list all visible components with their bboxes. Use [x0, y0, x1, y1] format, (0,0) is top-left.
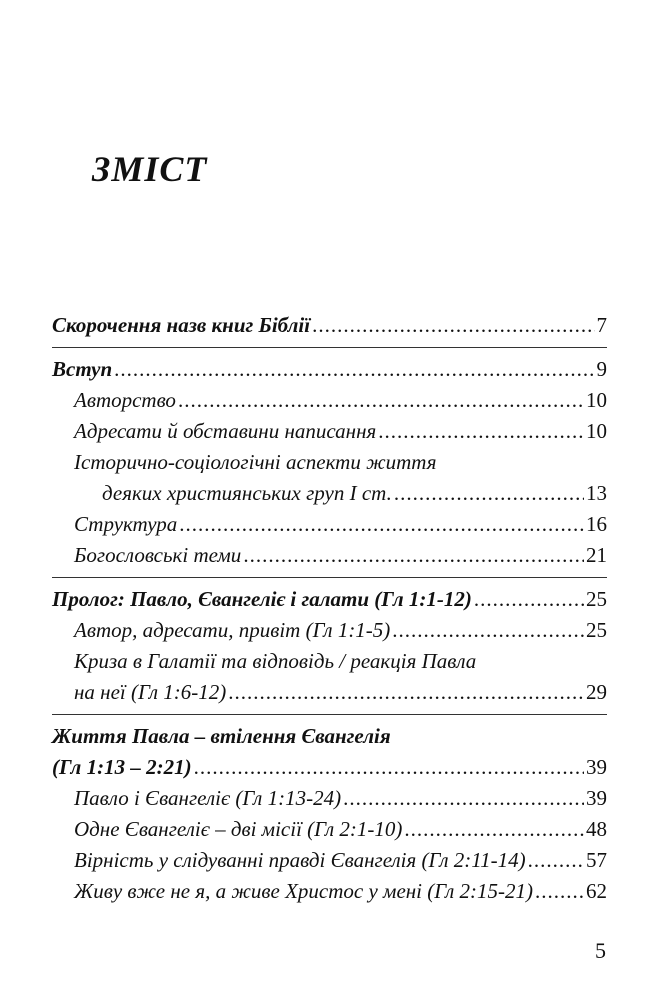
toc-entry: [52, 677, 607, 708]
toc-entry-text-line2: (Гл 1:13 – 2:21): [52, 755, 192, 779]
leader-dots: [528, 845, 584, 876]
toc-page-number: 7: [596, 313, 607, 337]
leader-dots: [114, 354, 594, 385]
toc-section-life-line1: Життя Павла – втілення Євангелія: [52, 724, 391, 748]
section-divider: [52, 577, 607, 578]
page-number: 5: [595, 938, 606, 963]
toc-entry: [52, 615, 607, 646]
section-divider: [52, 714, 607, 715]
leader-dots: [179, 509, 584, 540]
toc-entry-text-line1: Історично-соціологічні аспекти життя: [74, 450, 437, 474]
toc-entry-abbreviations: [52, 310, 607, 341]
toc-page-number: 10: [586, 419, 607, 443]
leader-dots: [228, 677, 584, 708]
leader-dots: [178, 385, 584, 416]
section-divider: [52, 347, 607, 348]
table-of-contents: [52, 310, 607, 907]
leader-dots: [343, 783, 584, 814]
toc-entry-text: Адресати й обставини написання: [74, 419, 377, 443]
toc-page-number: 9: [596, 357, 607, 381]
toc-entry-text: Одне Євангеліє – дві місії (Гл 2:1-10): [74, 817, 403, 841]
toc-entry-text-line2: деяких християнських груп I ст.: [102, 481, 392, 505]
toc-entry-text: Живу вже не я, а живе Христос у мені (Гл 2:15-21): [74, 879, 533, 903]
toc-page-number: 25: [586, 587, 607, 611]
toc-page-number: 62: [586, 879, 607, 903]
toc-section-intro: [52, 354, 607, 385]
toc-section-life: [52, 752, 607, 783]
toc-entry-text: Вірність у слідуванні правді Євангелія (Гл 2:11-14): [74, 848, 526, 872]
leader-dots: [312, 310, 594, 341]
toc-page-number: 57: [586, 848, 607, 872]
toc-page-number: 16: [586, 512, 607, 536]
toc-entry: [52, 814, 607, 845]
toc-page-number: 25: [586, 618, 607, 642]
toc-page-number: 39: [586, 755, 607, 779]
toc-entry: [52, 385, 607, 416]
toc-entry-text: Авторство: [74, 388, 176, 412]
toc-entry: [52, 540, 607, 571]
toc-entry-text: Пролог: Павло, Євангеліє і галати (Гл 1:1-12): [52, 587, 472, 611]
leader-dots: [535, 876, 584, 907]
toc-entry-text: Вступ: [52, 357, 113, 381]
toc-entry-text: Павло і Євангеліє (Гл 1:13-24): [74, 786, 342, 810]
toc-page-number: 48: [586, 817, 607, 841]
leader-dots: [394, 478, 584, 509]
toc-entry: [52, 783, 607, 814]
toc-entry-text-line1: Криза в Галатії та відповідь / реакція Павла: [74, 649, 477, 673]
toc-entry-text-line2: на неї (Гл 1:6-12): [74, 680, 227, 704]
page-title: ЗМІСТ: [92, 149, 208, 189]
leader-dots: [392, 615, 584, 646]
toc-page-number: 13: [586, 481, 607, 505]
leader-dots: [404, 814, 584, 845]
toc-entry: [52, 416, 607, 447]
toc-page-number: 21: [586, 543, 607, 567]
toc-entry-text: Скорочення назв книг Біблії: [52, 313, 311, 337]
leader-dots: [243, 540, 584, 571]
toc-entry-text: Структура: [74, 512, 178, 536]
toc-entry: [52, 509, 607, 540]
toc-entry-text: Богословські теми: [74, 543, 242, 567]
toc-entry: [52, 845, 607, 876]
leader-dots: [194, 752, 584, 783]
toc-entry: [52, 876, 607, 907]
toc-page-number: 39: [586, 786, 607, 810]
toc-section-prologue: [52, 584, 607, 615]
toc-entry: [52, 478, 607, 509]
leader-dots: [474, 584, 584, 615]
toc-entry-text: Автор, адресати, привіт (Гл 1:1-5): [74, 618, 391, 642]
leader-dots: [378, 416, 584, 447]
toc-page-number: 29: [586, 680, 607, 704]
toc-page-number: 10: [586, 388, 607, 412]
